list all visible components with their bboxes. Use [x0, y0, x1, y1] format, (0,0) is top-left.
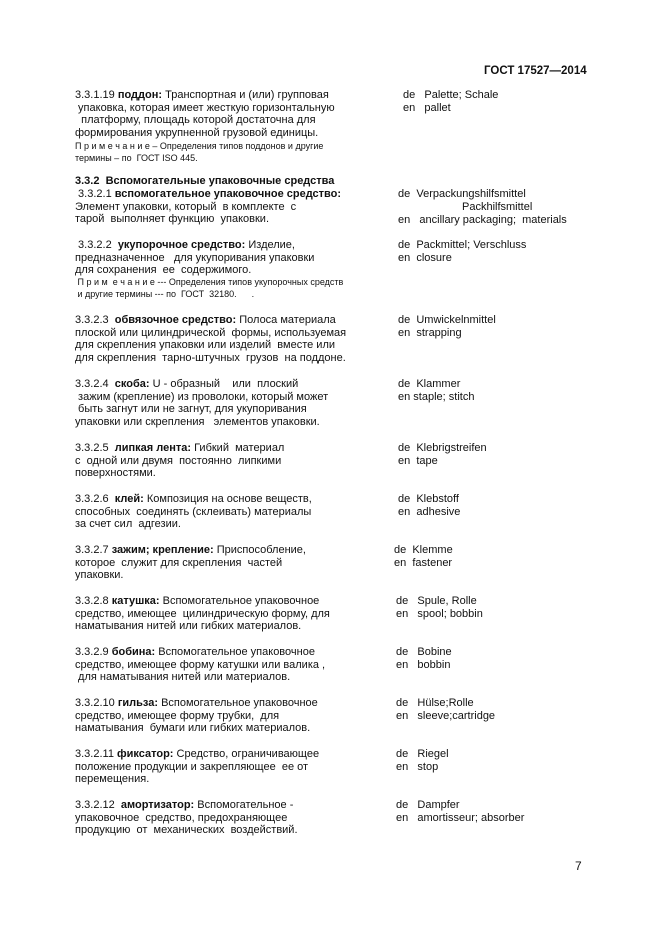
section-heading: 3.3.2 Вспомогательные упаковочные средства: [75, 175, 335, 187]
term-definition-start: Гибкий материал: [191, 442, 285, 454]
term-number: 3.3.2.2: [75, 239, 118, 251]
term-number: 3.3.1.19: [75, 89, 118, 101]
translation-en: en strapping: [398, 327, 462, 340]
term-number: 3.3.2.3: [75, 314, 115, 326]
term-definition-line: платформу, площадь которой достаточна для: [75, 114, 316, 127]
translation-en: en tape: [398, 455, 438, 468]
term-definition-line: упаковки или скрепления элементов упаковки.: [75, 415, 320, 428]
term-name: катушка:: [111, 595, 160, 607]
term-definition-start: Транспортная и (или) групповая: [162, 89, 329, 101]
term-name: вспомогательное упаковочное средство:: [114, 188, 342, 200]
term-first-line: [75, 378, 298, 391]
term-definition-start: Средство, ограничивающее: [173, 748, 320, 760]
term-definition-line: предназначенное для укупоривания упаковки: [75, 251, 315, 264]
term-definition-start: Полоса материала: [236, 314, 336, 326]
term-definition-start: Вспомогательное упаковочное: [155, 646, 315, 658]
translation-en: en pallet: [403, 102, 451, 115]
document-header: ГОСТ 17527—2014: [484, 65, 587, 77]
translation-en: en sleeve;cartridge: [396, 710, 496, 723]
term-definition-line: за счет сил адгезии.: [75, 518, 181, 531]
translation-en: en adhesive: [398, 506, 461, 519]
translation-de: de Klebrigstreifen: [398, 442, 487, 454]
term-definition-start: Вспомогательное упаковочное: [159, 595, 320, 607]
translation-en: en spool; bobbin: [396, 608, 483, 621]
term-number: 3.3.2.8: [75, 595, 112, 607]
term-first-line: [75, 89, 329, 102]
term-definition-line: Элемент упаковки, который в комплекте с: [75, 200, 297, 213]
term-definition-line: средство, имеющее цилиндрическую форму, для: [75, 607, 330, 620]
term-name: бобина:: [111, 646, 156, 658]
translation-en: en ancillary packaging; materials: [398, 214, 567, 227]
term-note-line: П р и м е ч а н и е --- Определения типов укупорочных средств: [75, 277, 344, 287]
translation-de: de Hülse;Rolle: [396, 697, 474, 709]
term-first-line: [75, 799, 293, 812]
translation-de: de Klammer: [398, 378, 461, 390]
term-definition-start: Изделие,: [245, 239, 295, 251]
translation-de: de Dampfer: [396, 799, 460, 811]
term-definition-line: упаковка, которая имеет жесткую горизонтальную: [75, 101, 335, 114]
term-number: 3.3.2.9: [75, 646, 112, 658]
term-definition-line: для наматывания нитей или материалов.: [75, 671, 291, 684]
term-definition-line: для скрепления тарно-штучных грузов на поддоне.: [75, 351, 346, 364]
translation-en: en stop: [396, 761, 439, 774]
term-number: 3.3.2.4: [75, 378, 115, 390]
term-definition-line: быть загнут или не загнут, для укупоривания: [75, 403, 307, 416]
term-first-line: [75, 697, 318, 710]
term-definition-line: для скрепления упаковки или изделий вместе или: [75, 339, 336, 352]
term-definition-start: U - образный или плоский: [149, 378, 299, 390]
term-first-line: [75, 595, 319, 608]
translation-de: de Verpackungshilfsmittel: [398, 188, 526, 200]
term-note-line: П р и м е ч а н и е – Определения типов поддонов и другие: [75, 141, 324, 151]
term-definition-line: тарой выполняет функцию упаковки.: [75, 213, 270, 226]
translation-en: en closure: [398, 252, 452, 265]
term-name: липкая лента:: [114, 442, 192, 454]
term-definition-line: поверхностями.: [75, 467, 156, 480]
term-definition-line: с одной или двумя постоянно липкими: [75, 454, 282, 467]
translation-de: de Bobine: [396, 646, 452, 658]
term-definition-line: формирования укрупненной грузовой единицы.: [75, 126, 319, 139]
term-first-line: [75, 314, 336, 327]
term-definition-start: Вспомогательное -: [194, 799, 294, 811]
term-first-line: [75, 493, 312, 506]
translation-de: de Umwickelnmittel: [398, 314, 496, 326]
term-number: 3.3.2.12: [75, 799, 121, 811]
translation-de: de Klebstoff: [398, 493, 459, 505]
term-definition-line: плоской или цилиндрической формы, используемая: [75, 326, 347, 339]
term-first-line: [75, 646, 315, 659]
term-number: 3.3.2.5: [75, 442, 115, 454]
term-definition-line: для сохранения ее содержимого.: [75, 264, 252, 277]
translation-en: en fastener: [394, 557, 453, 570]
term-first-line: [75, 188, 341, 201]
term-first-line: [75, 442, 284, 455]
term-number: 3.3.2.7: [75, 544, 112, 556]
term-name: зажим; крепление:: [111, 544, 214, 556]
translation-en: en amortisseur; absorber: [396, 812, 525, 825]
term-first-line: [75, 748, 319, 761]
term-name: обвязочное средство:: [114, 314, 237, 326]
term-number: 3.3.2.10: [75, 697, 118, 709]
page-number: 7: [575, 859, 582, 873]
term-definition-line: способных соединять (склеивать) материалы: [75, 505, 312, 518]
term-definition-start: Вспомогательное упаковочное: [158, 697, 318, 709]
term-definition-start: Композиция на основе веществ,: [143, 493, 312, 505]
term-first-line: [75, 239, 295, 252]
translation-de: de Packmittel; Verschluss: [398, 239, 527, 251]
term-definition-line: наматывания нитей или гибких материалов.: [75, 620, 302, 633]
term-number: 3.3.2.11: [75, 748, 117, 760]
term-number: 3.3.2.6: [75, 493, 115, 505]
term-definition-line: упаковки.: [75, 569, 124, 582]
term-definition-line: перемещения.: [75, 773, 150, 786]
term-definition-line: зажим (крепление) из проволоки, который может: [75, 390, 329, 403]
term-definition-line: упаковочное средство, предохраняющее: [75, 811, 288, 824]
term-name: клей:: [114, 493, 144, 505]
term-definition-line: продукцию от механических воздействий.: [75, 824, 298, 837]
term-definition-line: положение продукции и закрепляющее ее от: [75, 760, 309, 773]
term-name: амортизатор:: [120, 799, 195, 811]
translation-de: de Klemme: [394, 544, 453, 556]
translation-de: de Spule, Rolle: [396, 595, 477, 607]
term-definition-line: средство, имеющее форму трубки, для: [75, 709, 280, 722]
term-name: скоба:: [114, 378, 150, 390]
translation-de: de Riegel: [396, 748, 449, 760]
term-definition-start: Приспособление,: [213, 544, 306, 556]
term-definition-line: средство, имеющее форму катушки или валика ,: [75, 658, 326, 671]
term-name: гильза:: [117, 697, 159, 709]
term-note-line: термины – по ГОСТ ISO 445.: [75, 153, 198, 163]
term-name: фиксатор:: [117, 748, 174, 760]
term-definition-line: которое служит для скрепления частей: [75, 556, 283, 569]
translation-de-alt: Packhilfsmittel: [462, 200, 533, 213]
term-name: поддон:: [117, 89, 163, 101]
term-first-line: [75, 544, 306, 557]
term-note-line: и другие термины --- по ГОСТ 32180. .: [75, 289, 255, 299]
term-number: 3.3.2.1: [75, 188, 115, 200]
translation-en: en bobbin: [396, 659, 451, 672]
term-name: укупорочное средство:: [117, 239, 246, 251]
term-definition-line: наматывания бумаги или гибких материалов.: [75, 722, 311, 735]
translation-en: en staple; stitch: [398, 391, 475, 404]
translation-de: de Palette; Schale: [403, 89, 499, 101]
